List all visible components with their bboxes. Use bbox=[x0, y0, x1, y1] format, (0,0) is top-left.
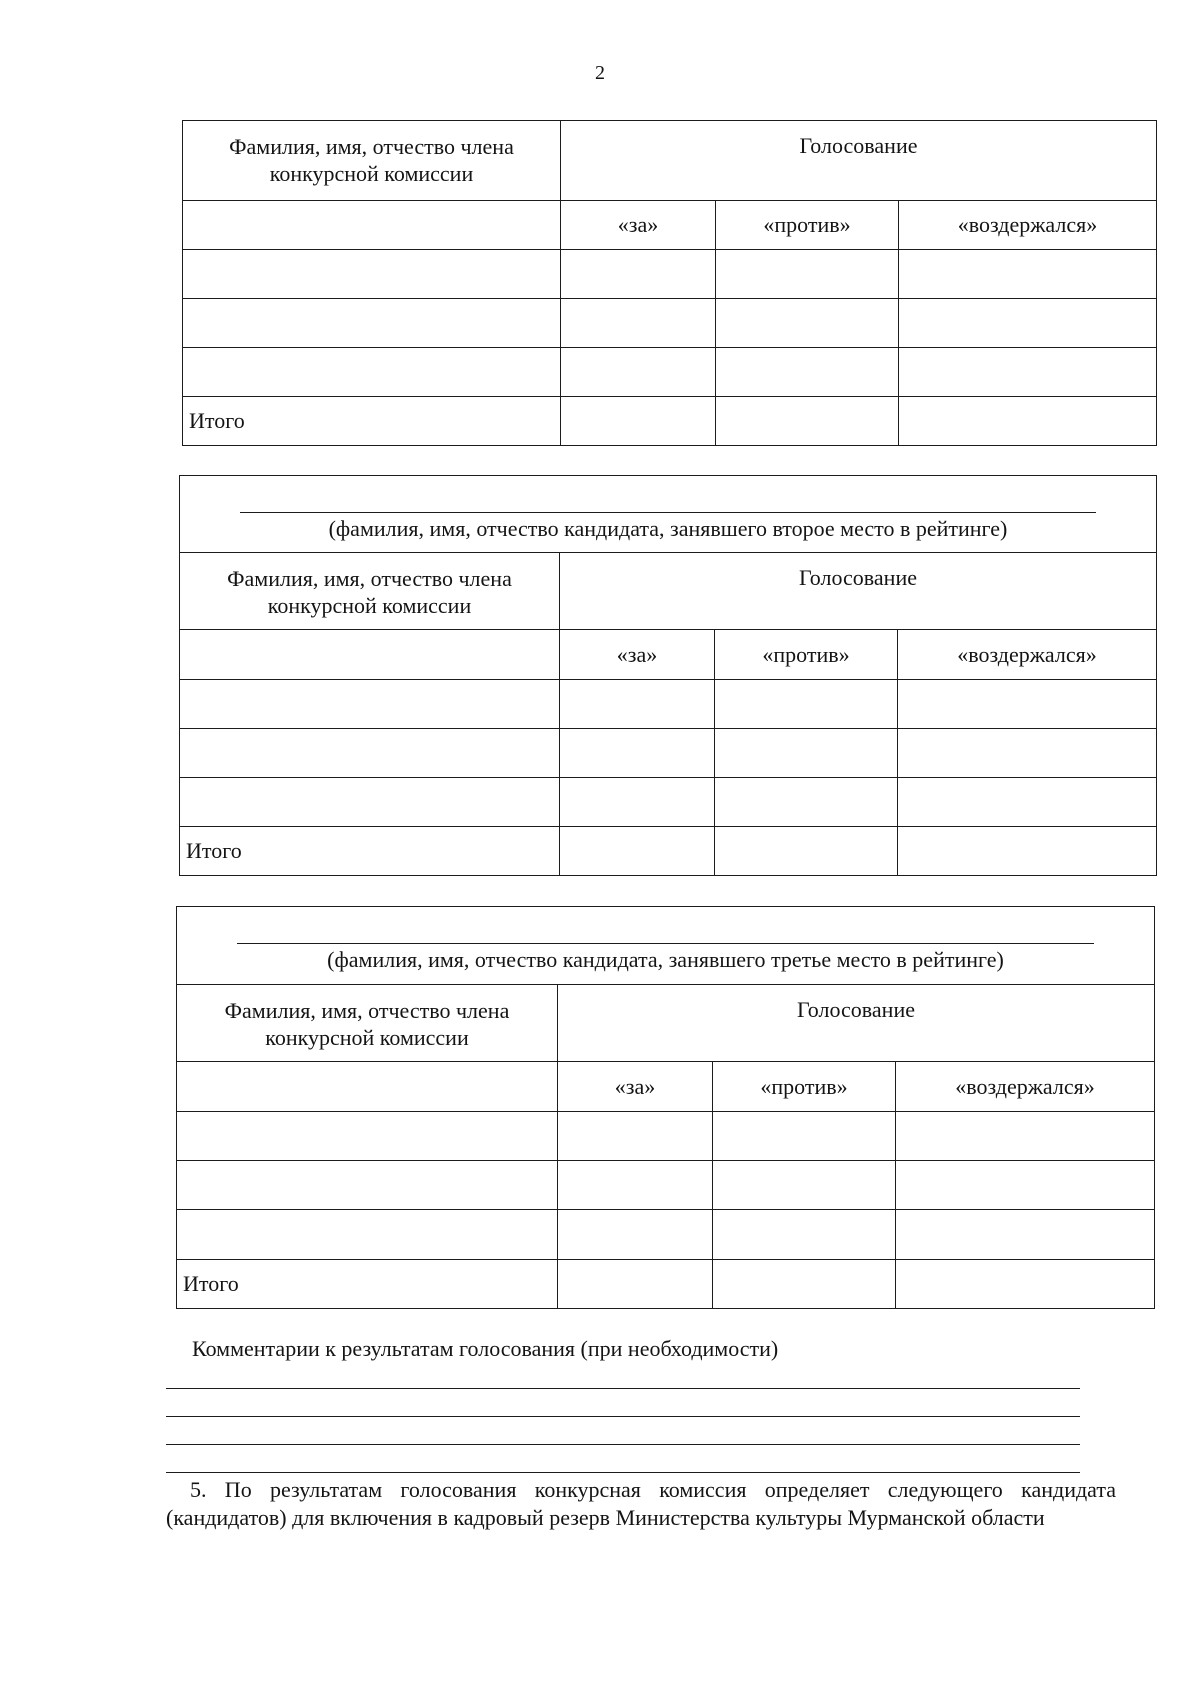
vote-for-header: «за» bbox=[558, 1062, 713, 1112]
vote-against-header: «против» bbox=[715, 630, 898, 680]
candidate-caption: (фамилия, имя, отчество кандидата, занявшего третье место в рейтинге) bbox=[327, 947, 1004, 972]
candidate-name-line bbox=[237, 943, 1094, 944]
table-row bbox=[180, 778, 1157, 827]
vote-abstained-header: «воздержался» bbox=[898, 630, 1157, 680]
table-row bbox=[183, 250, 1157, 299]
voting-header: Голосование bbox=[558, 985, 1155, 1062]
vote-table-second-place bbox=[179, 475, 1157, 876]
member-name-cell bbox=[177, 1062, 558, 1112]
vote-abstained-header: «воздержался» bbox=[899, 201, 1157, 250]
table-row bbox=[177, 1161, 1155, 1210]
vote-for-header: «за» bbox=[560, 630, 715, 680]
comments-line bbox=[166, 1444, 1080, 1445]
member-name-header: Фамилия, имя, отчество члена конкурсной комиссии bbox=[180, 553, 560, 630]
vote-table-first-place bbox=[182, 120, 1157, 446]
total-label: Итого bbox=[180, 827, 560, 876]
voting-header: Голосование bbox=[561, 121, 1157, 201]
total-label: Итого bbox=[177, 1260, 558, 1309]
page-number: 2 bbox=[595, 62, 605, 84]
table-row bbox=[180, 680, 1157, 729]
vote-against-header: «против» bbox=[713, 1062, 896, 1112]
table-row bbox=[177, 1210, 1155, 1260]
comments-line bbox=[166, 1416, 1080, 1417]
candidate-name-line bbox=[240, 512, 1096, 513]
table-row bbox=[180, 729, 1157, 778]
paragraph-5 bbox=[166, 1476, 1116, 1532]
candidate-caption: (фамилия, имя, отчество кандидата, занявшего второе место в рейтинге) bbox=[328, 516, 1008, 541]
total-label: Итого bbox=[183, 397, 561, 446]
member-name-cell bbox=[183, 201, 561, 250]
table-row bbox=[183, 299, 1157, 348]
member-name-header: Фамилия, имя, отчество члена конкурсной комиссии bbox=[183, 121, 561, 201]
table-row bbox=[177, 1112, 1155, 1161]
comments-line bbox=[166, 1388, 1080, 1389]
candidate-name-field bbox=[177, 907, 1155, 985]
candidate-name-field bbox=[180, 476, 1157, 553]
comments-label: Комментарии к результатам голосования (при необходимости) bbox=[192, 1336, 779, 1361]
member-name-header: Фамилия, имя, отчество члена конкурсной комиссии bbox=[177, 985, 558, 1062]
table-row bbox=[183, 348, 1157, 397]
vote-for-header: «за» bbox=[561, 201, 716, 250]
paragraph-5-text: 5. По результатам голосования конкурсная комиссия определяет следующего кандидата (кандидатов) для включения в кадровый резерв Министерства культуры Мурманской области bbox=[166, 1477, 1116, 1530]
member-name-cell bbox=[180, 630, 560, 680]
voting-header: Голосование bbox=[560, 553, 1157, 630]
vote-against-header: «против» bbox=[716, 201, 899, 250]
comments-line bbox=[166, 1472, 1080, 1473]
vote-table-third-place bbox=[176, 906, 1155, 1309]
vote-abstained-header: «воздержался» bbox=[896, 1062, 1155, 1112]
